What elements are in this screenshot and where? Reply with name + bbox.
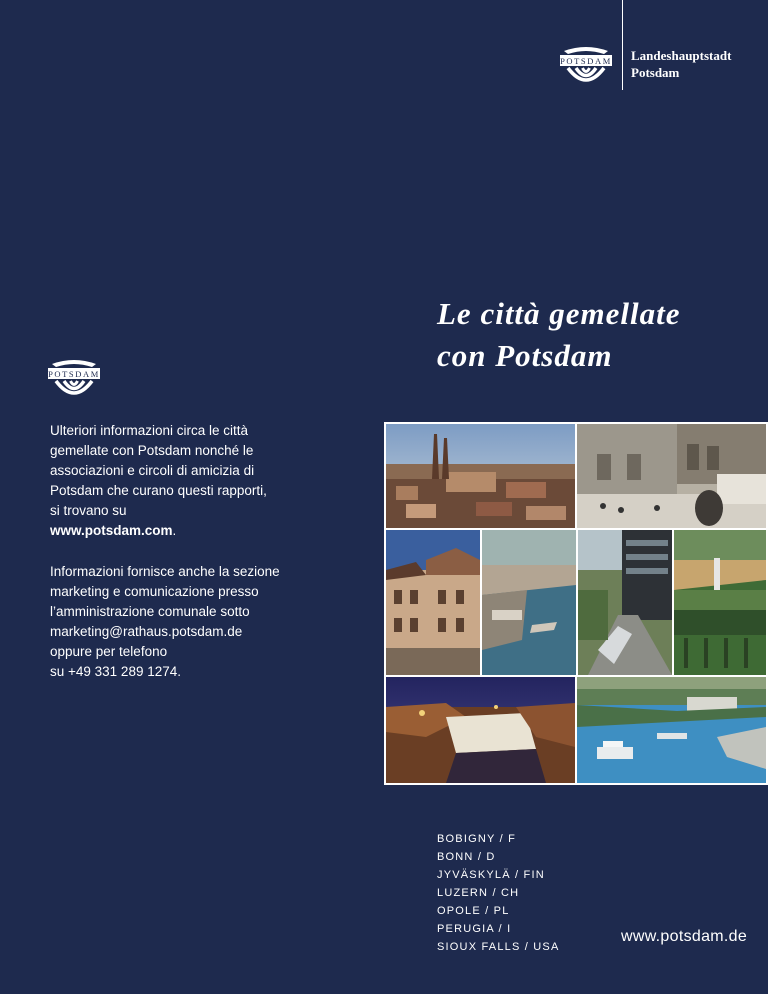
contact-email[interactable]: marketing@rathaus.potsdam.de xyxy=(50,624,243,639)
info-paragraph-links xyxy=(50,421,300,541)
website-link[interactable]: www.potsdam.de xyxy=(621,928,748,945)
header-divider xyxy=(622,0,623,90)
city-administration-name xyxy=(631,47,731,81)
city-administration-line2: Potsdam xyxy=(631,65,680,80)
photo-town-square xyxy=(577,424,766,528)
info-line: marketing e comunicazione presso xyxy=(50,584,259,599)
info-paragraph-contact xyxy=(50,562,300,682)
logo-wordmark: POTSDAM xyxy=(560,56,612,66)
info-line: associazioni e circoli di amicizia di xyxy=(50,463,255,478)
potsdam-com-link[interactable]: www.potsdam.com xyxy=(50,523,173,538)
potsdam-logo-icon xyxy=(46,357,102,403)
city-administration-line1: Landeshauptstadt xyxy=(631,48,732,63)
photo-lake-city xyxy=(482,530,576,675)
contact-phone: su +49 331 289 1274. xyxy=(50,664,181,679)
info-line: Potsdam che curano questi rapporti, xyxy=(50,483,267,498)
logo-wordmark: POTSDAM xyxy=(48,369,100,379)
info-line: l’amministrazione comunale sotto xyxy=(50,604,250,619)
list-item: LUZERN / CH xyxy=(437,887,520,899)
list-item: OPOLE / PL xyxy=(437,905,510,917)
photo-tram-street xyxy=(578,530,672,675)
list-item: BOBIGNY / F xyxy=(437,833,517,845)
potsdam-logo-icon xyxy=(558,44,614,90)
info-line-link xyxy=(50,521,300,541)
page-title xyxy=(437,293,681,377)
info-line: si trovano su xyxy=(50,503,127,518)
info-line: oppure per telefono xyxy=(50,644,168,659)
list-item: SIOUX FALLS / USA xyxy=(437,941,560,953)
info-line: Informazioni fornisce anche la sezione xyxy=(50,564,280,579)
list-item: BONN / D xyxy=(437,851,496,863)
link-suffix: . xyxy=(172,523,177,538)
page-title-line2: con Potsdam xyxy=(437,338,613,373)
photo-waterfall xyxy=(386,677,575,783)
photo-historic-building xyxy=(386,530,480,675)
page-title-line1: Le città gemellate xyxy=(437,296,681,331)
twin-cities-list xyxy=(437,830,560,956)
list-item: JYVÄSKYLÄ / FIN xyxy=(437,869,545,881)
info-line: Ulteriori informazioni circa le città xyxy=(50,423,249,438)
photo-palace-gardens xyxy=(674,530,766,675)
info-line: gemellate con Potsdam nonché le xyxy=(50,443,254,458)
list-item: PERUGIA / I xyxy=(437,923,512,935)
photo-city-skyline xyxy=(386,424,575,528)
twin-cities-photo-collage xyxy=(384,422,768,785)
photo-harbor xyxy=(577,677,766,783)
